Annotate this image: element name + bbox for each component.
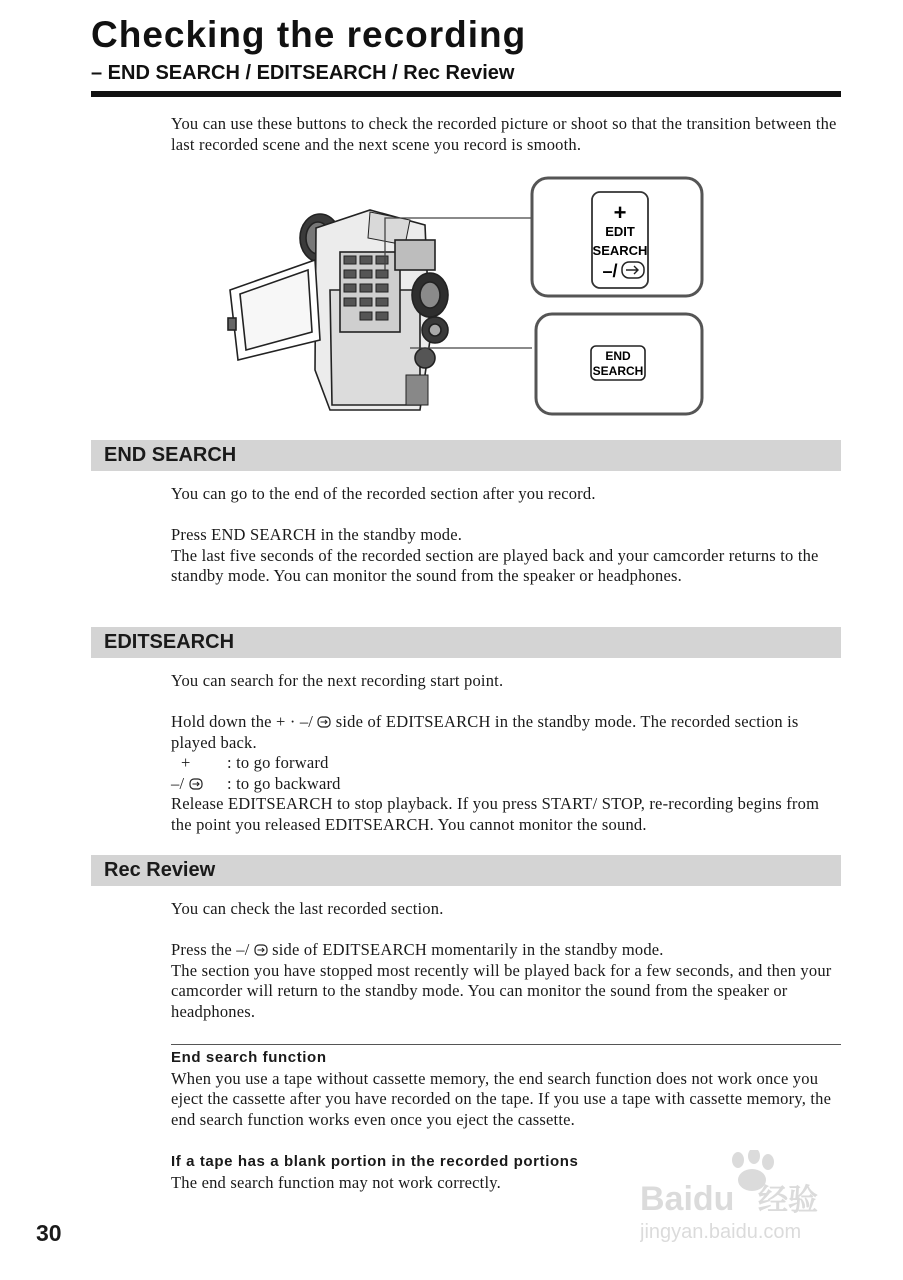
- rec-review-detail: The section you have stopped most recently will be played back for a few seconds, and then your camcorder will return to the standby mode. You can monitor the sound from the speaker or headphones.: [171, 960, 832, 1021]
- end-search-intro: You can go to the end of the recorded section after you record.: [171, 484, 596, 503]
- end-search-line2: SEARCH: [592, 364, 644, 378]
- editsearch-heading: EDITSEARCH: [104, 631, 235, 653]
- baidu-watermark: [640, 1150, 860, 1250]
- intro-paragraph: [171, 114, 841, 155]
- editsearch-forward-row: [171, 753, 843, 774]
- note-heading-blank-portion: If a tape has a blank portion in the recorded portions: [171, 1153, 579, 1170]
- rec-review-intro: You can check the last recorded section.: [171, 899, 444, 918]
- editsearch-intro: You can search for the next recording start point.: [171, 671, 504, 690]
- watermark-url: jingyan.baidu.com: [640, 1221, 802, 1243]
- end-search-step: Press END SEARCH in the standby mode.: [171, 525, 463, 544]
- end-search-heading: END SEARCH: [104, 444, 237, 466]
- page-title: Checking the recording: [91, 14, 527, 55]
- page-subtitle: – END SEARCH / EDITSEARCH / Rec Review: [91, 62, 515, 84]
- camcorder-illustration: [228, 210, 448, 410]
- editsearch-step-post: side of EDITSEARCH in the standby mode. The recorded section is played back.: [171, 712, 799, 752]
- editsearch-line2: SEARCH: [592, 243, 648, 258]
- watermark-brand: Baidu: [640, 1180, 735, 1218]
- rec-review-icon: [254, 944, 268, 956]
- note-heading-end-search: End search function: [171, 1049, 327, 1066]
- minus-symbol: –/: [171, 773, 185, 793]
- editsearch-release: Release EDITSEARCH to stop playback. If you press START/ STOP, re-recording begins from the point you released EDITSEARCH. You cannot monitor the sound.: [171, 794, 820, 834]
- watermark-cn: 经验: [758, 1183, 818, 1218]
- section-heading-end-search: [91, 440, 841, 471]
- title-rule: [91, 91, 841, 97]
- forward-desc: : to go forward: [227, 753, 329, 772]
- rec-review-step: [171, 940, 841, 961]
- rec-review-icon: [622, 262, 644, 278]
- plus-symbol: +: [181, 753, 191, 772]
- end-search-callout: [536, 314, 702, 414]
- rec-review-icon: [317, 716, 331, 728]
- notes-divider: [171, 1044, 841, 1045]
- rec-review-step-post: side of EDITSEARCH momentarily in the standby mode.: [272, 940, 664, 959]
- intro-text: You can use these buttons to check the recorded picture or shoot so that the transition between the last recorded scene and the next scene you record is smooth.: [171, 114, 837, 154]
- editsearch-step: [171, 712, 843, 753]
- editsearch-plus-label: +: [613, 200, 627, 225]
- end-search-detail: The last five seconds of the recorded section are played back and your camcorder returns to the standby mode. You can monitor the sound from the speaker or headphones.: [171, 545, 819, 585]
- minus-symbol-wrap: [171, 774, 227, 795]
- rec-review-icon: [189, 778, 203, 790]
- editsearch-body: [171, 671, 843, 835]
- editsearch-minus-label: –/: [602, 261, 618, 281]
- editsearch-step-pre: Hold down the + · –/: [171, 712, 314, 731]
- section-heading-rec-review: [91, 855, 841, 886]
- note-body-blank-portion: The end search function may not work correctly.: [171, 1172, 501, 1192]
- camcorder-figure: [220, 170, 720, 430]
- editsearch-backward-row: [171, 774, 843, 795]
- editsearch-callout: [532, 178, 702, 296]
- editsearch-line1: EDIT: [605, 224, 635, 239]
- rec-review-heading: Rec Review: [104, 859, 216, 881]
- end-search-line1: END: [605, 349, 631, 363]
- note-body-end-search: When you use a tape without cassette memory, the end search function does not work once you eject the cassette after you have recorded on the tape. If you use a tape with cassette memory, the end search function works even once you eject the cassette.: [171, 1068, 832, 1129]
- section-heading-editsearch: [91, 627, 841, 658]
- rec-review-step-pre: Press the –/: [171, 940, 250, 959]
- page-number: 30: [36, 1220, 62, 1246]
- rec-review-body: [171, 899, 841, 1022]
- backward-desc: : to go backward: [227, 773, 341, 793]
- end-search-body: [171, 484, 851, 587]
